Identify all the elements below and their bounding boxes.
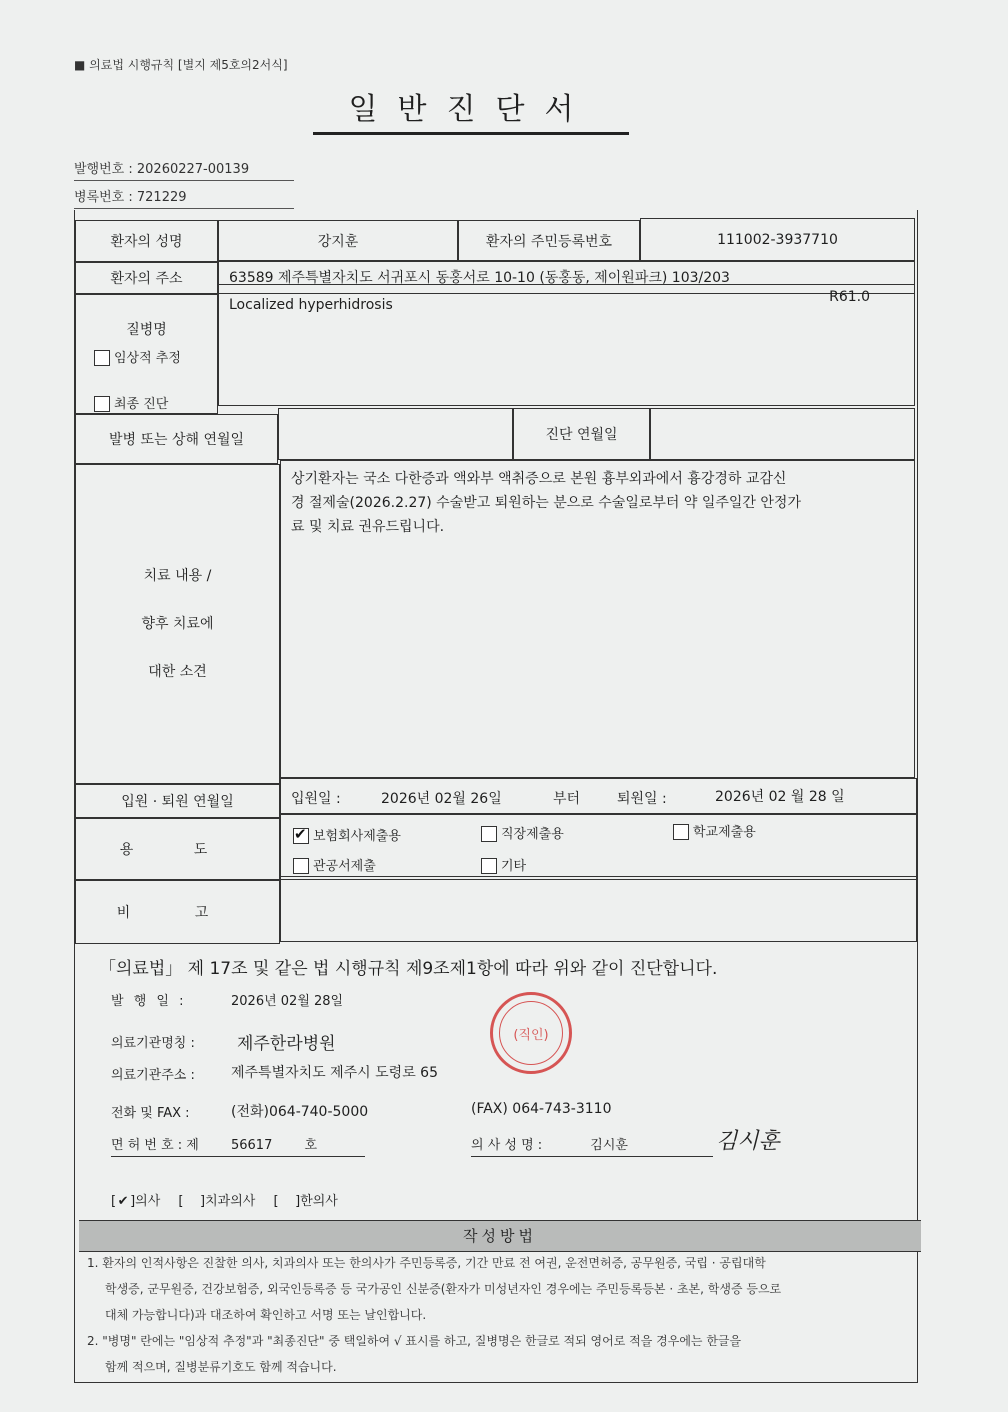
discharge-date: 2026년 02 월 28 일 bbox=[715, 789, 845, 805]
clinical-estimate-checkbox[interactable] bbox=[94, 350, 110, 366]
diagnosis-label-cell bbox=[75, 294, 218, 414]
instruction-line-4: 2. "병명" 란에는 "임상적 추정"과 "최종진단" 중 택일하여 √ 표시를 하고, 질병명은 한글로 적되 영어로 적을 경우에는 한글을 bbox=[87, 1334, 742, 1348]
issue-date-label: 발 행 일 : bbox=[111, 994, 187, 1009]
instruction-line-5: 함께 적으며, 질병분류기호도 함께 적습니다. bbox=[105, 1360, 337, 1374]
doctor-signature: 김시훈 bbox=[716, 1129, 780, 1154]
final-diagnosis-option[interactable] bbox=[94, 393, 168, 413]
instructions-text bbox=[87, 1250, 781, 1380]
dentist-label: 치과의사 bbox=[205, 1194, 256, 1209]
instruction-line-2: 학생증, 군무원증, 건강보험증, 외국인등록증 등 국가공인 신분증(환자가 미성년자인 경우에는 주민등록등본 · 초본, 학생증 등으로 bbox=[105, 1282, 782, 1296]
fax-number: (FAX) 064-743-3110 bbox=[471, 1101, 612, 1117]
final-diagnosis-label: 최종 진단 bbox=[114, 397, 169, 412]
phone-fax-label: 전화 및 FAX : bbox=[111, 1106, 190, 1121]
instruction-line-3: 대체 가능합니다)과 대조하여 확인하고 서명 또는 날인합니다. bbox=[105, 1308, 427, 1322]
admission-label: 입원 · 퇴원 연월일 bbox=[75, 784, 280, 818]
md-check-mark[interactable]: ✔ bbox=[117, 1194, 129, 1209]
record-number: 병록번호 : 721229 bbox=[74, 186, 294, 209]
admit-date: 2026년 02월 26일 bbox=[381, 791, 502, 807]
clinical-estimate-label: 임상적 추정 bbox=[114, 351, 181, 366]
purpose-option-school[interactable] bbox=[673, 821, 756, 841]
government-label: 관공서제출 bbox=[313, 859, 376, 874]
work-checkbox[interactable] bbox=[481, 826, 497, 842]
license-row bbox=[111, 1134, 365, 1157]
admission-value-cell bbox=[280, 778, 917, 814]
treatment-label-2: 향후 치료에 bbox=[141, 616, 214, 632]
insurance-checkbox[interactable] bbox=[293, 828, 309, 844]
treatment-label-1: 치료 내용 / bbox=[143, 568, 212, 584]
school-checkbox[interactable] bbox=[673, 824, 689, 840]
md-label: 의사 bbox=[135, 1194, 161, 1209]
treatment-line-1: 상기환자는 국소 다한증과 액와부 액취증으로 본원 흉부외과에서 흉강경하 교감신 bbox=[291, 471, 787, 487]
diagnosis-label: 질병명 bbox=[126, 322, 167, 338]
doctor-name-label: 의 사 성 명 : bbox=[471, 1138, 543, 1153]
patient-rrn-value: 111002-3937710 bbox=[640, 218, 915, 262]
diagnosis-name: Localized hyperhidrosis bbox=[229, 297, 393, 313]
issue-date: 2026년 02월 28일 bbox=[231, 994, 344, 1009]
patient-address-value: 63589 제주특별자치도 서귀포시 동홍서로 10-10 (동홍동, 제이원파크) 103/203 bbox=[218, 260, 915, 294]
seal-label: (직인) bbox=[513, 1027, 549, 1043]
doctor-type-row: [ ✔ ]의사 [ ]치과의사 [ ]한의사 bbox=[111, 1194, 338, 1209]
doctor-name: 김시훈 bbox=[590, 1138, 628, 1153]
institution-name: 제주한라병원 bbox=[237, 1034, 336, 1054]
school-label: 학교제출용 bbox=[693, 825, 756, 840]
work-label: 직장제출용 bbox=[501, 827, 564, 842]
certification-statement: 「의료법」 제 17조 및 같은 법 시행규칙 제9조제1항에 따라 위와 같이 진단합니다. bbox=[99, 959, 718, 979]
doctor-row bbox=[471, 1134, 713, 1157]
government-checkbox[interactable] bbox=[293, 858, 309, 874]
diagnosis-value-cell bbox=[218, 284, 915, 406]
patient-name-value: 강지훈 bbox=[218, 220, 458, 262]
admit-from: 부터 bbox=[553, 791, 581, 807]
purpose-option-insurance[interactable] bbox=[293, 825, 401, 845]
oriental-doctor-label: 한의사 bbox=[300, 1194, 338, 1209]
other-checkbox[interactable] bbox=[481, 858, 497, 874]
purpose-label: 용 도 bbox=[75, 818, 280, 880]
purpose-option-work[interactable] bbox=[481, 823, 564, 843]
other-label: 기타 bbox=[501, 859, 527, 874]
admit-label: 입원일 : bbox=[291, 791, 341, 807]
discharge-label: 퇴원일 : bbox=[617, 791, 667, 807]
patient-rrn-label: 환자의 주민등록번호 bbox=[458, 220, 640, 262]
patient-address-label: 환자의 주소 bbox=[75, 262, 218, 294]
remarks-value bbox=[280, 876, 917, 942]
onset-date-value bbox=[278, 408, 513, 460]
official-seal-stamp bbox=[490, 992, 572, 1074]
institution-address-label: 의료기관주소 : bbox=[111, 1068, 195, 1083]
treatment-label-3: 대한 소견 bbox=[148, 664, 207, 680]
treatment-line-2: 경 절제술(2026.2.27) 수술받고 퇴원하는 분으로 수술일로부터 약 일주일간 안정가 bbox=[291, 495, 801, 511]
instructions-title: 작성방법 bbox=[79, 1220, 921, 1252]
treatment-line-3: 료 및 치료 권유드립니다. bbox=[291, 519, 445, 535]
diagnosis-date-label: 진단 연월일 bbox=[513, 408, 650, 460]
page-title: 일반진단서 bbox=[313, 84, 629, 135]
phone-number: (전화)064-740-5000 bbox=[231, 1104, 369, 1120]
instruction-line-1: 1. 환자의 인적사항은 진찰한 의사, 치과의사 또는 한의사가 주민등록증, 기간 만료 전 여권, 운전면허증, 공무원증, 국립 · 공립대학 bbox=[87, 1256, 766, 1270]
purpose-option-other[interactable] bbox=[481, 855, 526, 875]
form-reference-note: ■ 의료법 시행규칙 [별지 제5호의2서식] bbox=[74, 58, 288, 72]
onset-date-label: 발병 또는 상해 연월일 bbox=[75, 414, 278, 464]
purpose-option-government[interactable] bbox=[293, 855, 376, 875]
institution-label: 의료기관명칭 : bbox=[111, 1036, 195, 1051]
purpose-options bbox=[280, 814, 917, 880]
license-label: 면 허 번 호 : 제 bbox=[111, 1138, 199, 1153]
institution-address: 제주특별자치도 제주시 도령로 65 bbox=[231, 1065, 438, 1081]
license-suffix: 호 bbox=[304, 1138, 318, 1153]
patient-name-label: 환자의 성명 bbox=[75, 220, 218, 262]
license-number: 56617 bbox=[230, 1138, 273, 1153]
clinical-estimate-option[interactable] bbox=[94, 347, 181, 367]
remarks-label: 비 고 bbox=[75, 880, 280, 944]
treatment-opinion bbox=[280, 460, 915, 778]
diagnosis-code: R61.0 bbox=[829, 289, 870, 305]
insurance-label: 보험회사제출용 bbox=[313, 829, 401, 844]
treatment-label-cell bbox=[75, 464, 280, 784]
final-diagnosis-checkbox[interactable] bbox=[94, 396, 110, 412]
diagnosis-date-value bbox=[650, 408, 915, 460]
certificate-form bbox=[74, 210, 918, 1383]
issue-number: 발행번호 : 20260227-00139 bbox=[74, 158, 294, 181]
